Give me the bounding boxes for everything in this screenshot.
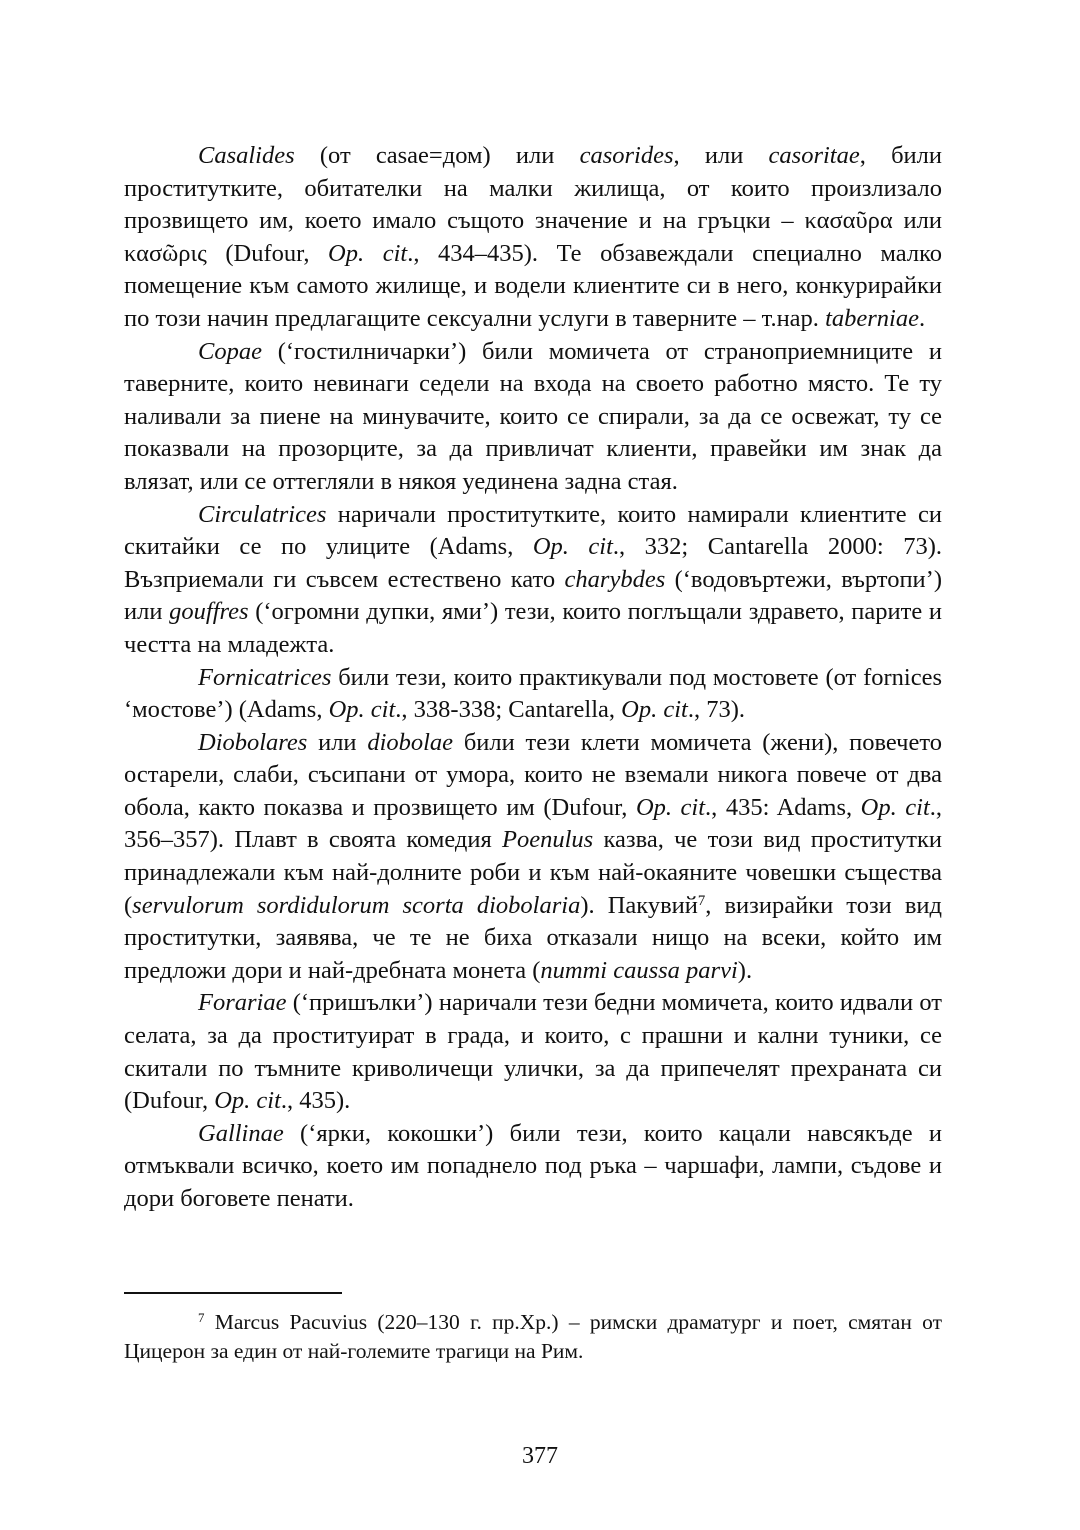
italic-term: Op. cit [532,533,613,561]
italic-term: Op. cit [860,793,930,821]
paragraph [124,727,942,988]
text-run: (от casae=дом) или [294,142,580,169]
paragraph [124,1118,942,1216]
text-run: . [918,304,926,332]
text-run: , или [673,142,769,169]
footnote-marker: 7 [198,1310,205,1325]
footnote-paragraph [124,1308,942,1366]
footnote-text: Marcus Pacuvius (220–130 г. пр.Хр.) – римски драматург и поет, смятан от Цицерон за един от най-големите трагици на Рим. [124,1310,942,1363]
text-run: (‘огромни дупки, ями’) тези, които поглъщали здравето, парите и честта на младежта. [124,598,942,658]
text-run: ). Пакувий [580,891,698,919]
text-run: ., 356–357). Плавт в своята комедия [124,793,942,854]
paragraph [124,499,942,662]
italic-term: Copae [198,337,262,365]
text-run: ., 435: Adams, [705,793,861,821]
italic-term: Casalides [198,142,295,169]
footnote-separator [124,1292,342,1294]
text-run: (‘водовъртежи, въртопи’) или [124,565,942,626]
body-text [124,140,942,1216]
italic-term: nummi caussa parvi [540,956,738,984]
italic-term: diobolae [367,728,454,756]
text-run: ., 434–435). Те обзавеждали специално малко помещение към самото жилище, и водели клиентите си в него, конкурирайки по този начин предлагащите сексуални услуги в таверните – т.нар. [124,239,942,332]
text-run: били тези, които практикували под мостовете (от fornices ‘мостове’) (Adams, [124,663,942,724]
italic-term: Op. cit [328,239,408,267]
text-run: , визирайки този вид проститутки, заявява, че те не биха отказали нищо на всеки, който им предложи дори и най-дребната монета ( [124,891,942,984]
paragraph [124,140,942,336]
text-run: (‘ярки, кокошки’) били тези, които кацали навсякъде и отмъквали всичко, което им попаднело под ръка – чаршафи, лампи, съдове и дори боговете пенати. [124,1119,942,1212]
italic-term: Op. cit [621,696,688,724]
text-run: (‘пришълки’) наричали тези бедни момичета, които идвали от селата, за да проституират в града, и които, с прашни и кални туники, се скитали по тъмните криволичещи улички, за да припечелят прехраната си (Dufour, [124,989,942,1115]
italic-term: Diobolares [198,728,308,756]
italic-term: servulorum sordidulorum scorta diobolaria [132,891,581,919]
page-number: 377 [522,1443,558,1469]
text-run: ). [737,956,753,984]
italic-term: Op. cit [328,696,396,724]
text-run: ., 73). [687,696,746,724]
italic-term: Poenulus [502,826,594,854]
italic-term: Op. cit [635,793,706,821]
text-run: ., 435). [280,1087,351,1115]
text-run: или [307,728,368,756]
italic-term: Circulatrices [198,500,327,528]
italic-term: taberniae [825,304,919,332]
italic-term: casoritae [768,142,860,169]
italic-term: Fornicatrices [198,663,332,691]
text-run: , били проститутките, обитателки на малки жилища, от които произлизало прозвището им, което имало същото значение и на гръцки – κασαῦρα или κασῶρις (Dufour, [124,142,942,267]
italic-term: Gallinae [198,1119,284,1147]
paragraph [124,336,942,499]
text-run: ., 332; Cantarella 2000: 73). Възприемали ги съвсем естествено като [124,533,942,593]
italic-term: casorides [579,142,674,169]
italic-term: Forariae [198,989,287,1017]
text-run: (‘гостилничарки’) били момичета от страноприемниците и таверните, които невинаги седели на входа на своето работно място. Те ту наливали за пиене на минувачите, които се спирали, за да се освежат, ту се показвали на прозорците, за да привличат клиенти, правейки им знак да влязат, или се оттегляли в някоя уединена задна стая. [124,337,942,495]
text-run: наричали проститутките, които намирали клиентите си скитайки се по улиците (Adams, [124,500,942,561]
italic-term: Op. cit [214,1087,281,1115]
footnote-ref: 7 [697,892,706,909]
italic-term: charybdes [564,565,666,593]
paragraph [124,662,942,727]
paragraph [124,987,942,1117]
footnote [124,1308,942,1366]
italic-term: gouffres [169,598,249,626]
text-run: ., 338-338; Cantarella, [395,696,622,724]
text-run: били тези клети момичета (жени), повечето остарели, слаби, съсипани от умора, които не вземали никога повече от два обола, както показва и прозвището им (Dufour, [124,728,942,821]
text-run: казва, че този вид проститутки принадлежали към най-долните роби и към най-окаяните човешки същества ( [124,826,942,919]
